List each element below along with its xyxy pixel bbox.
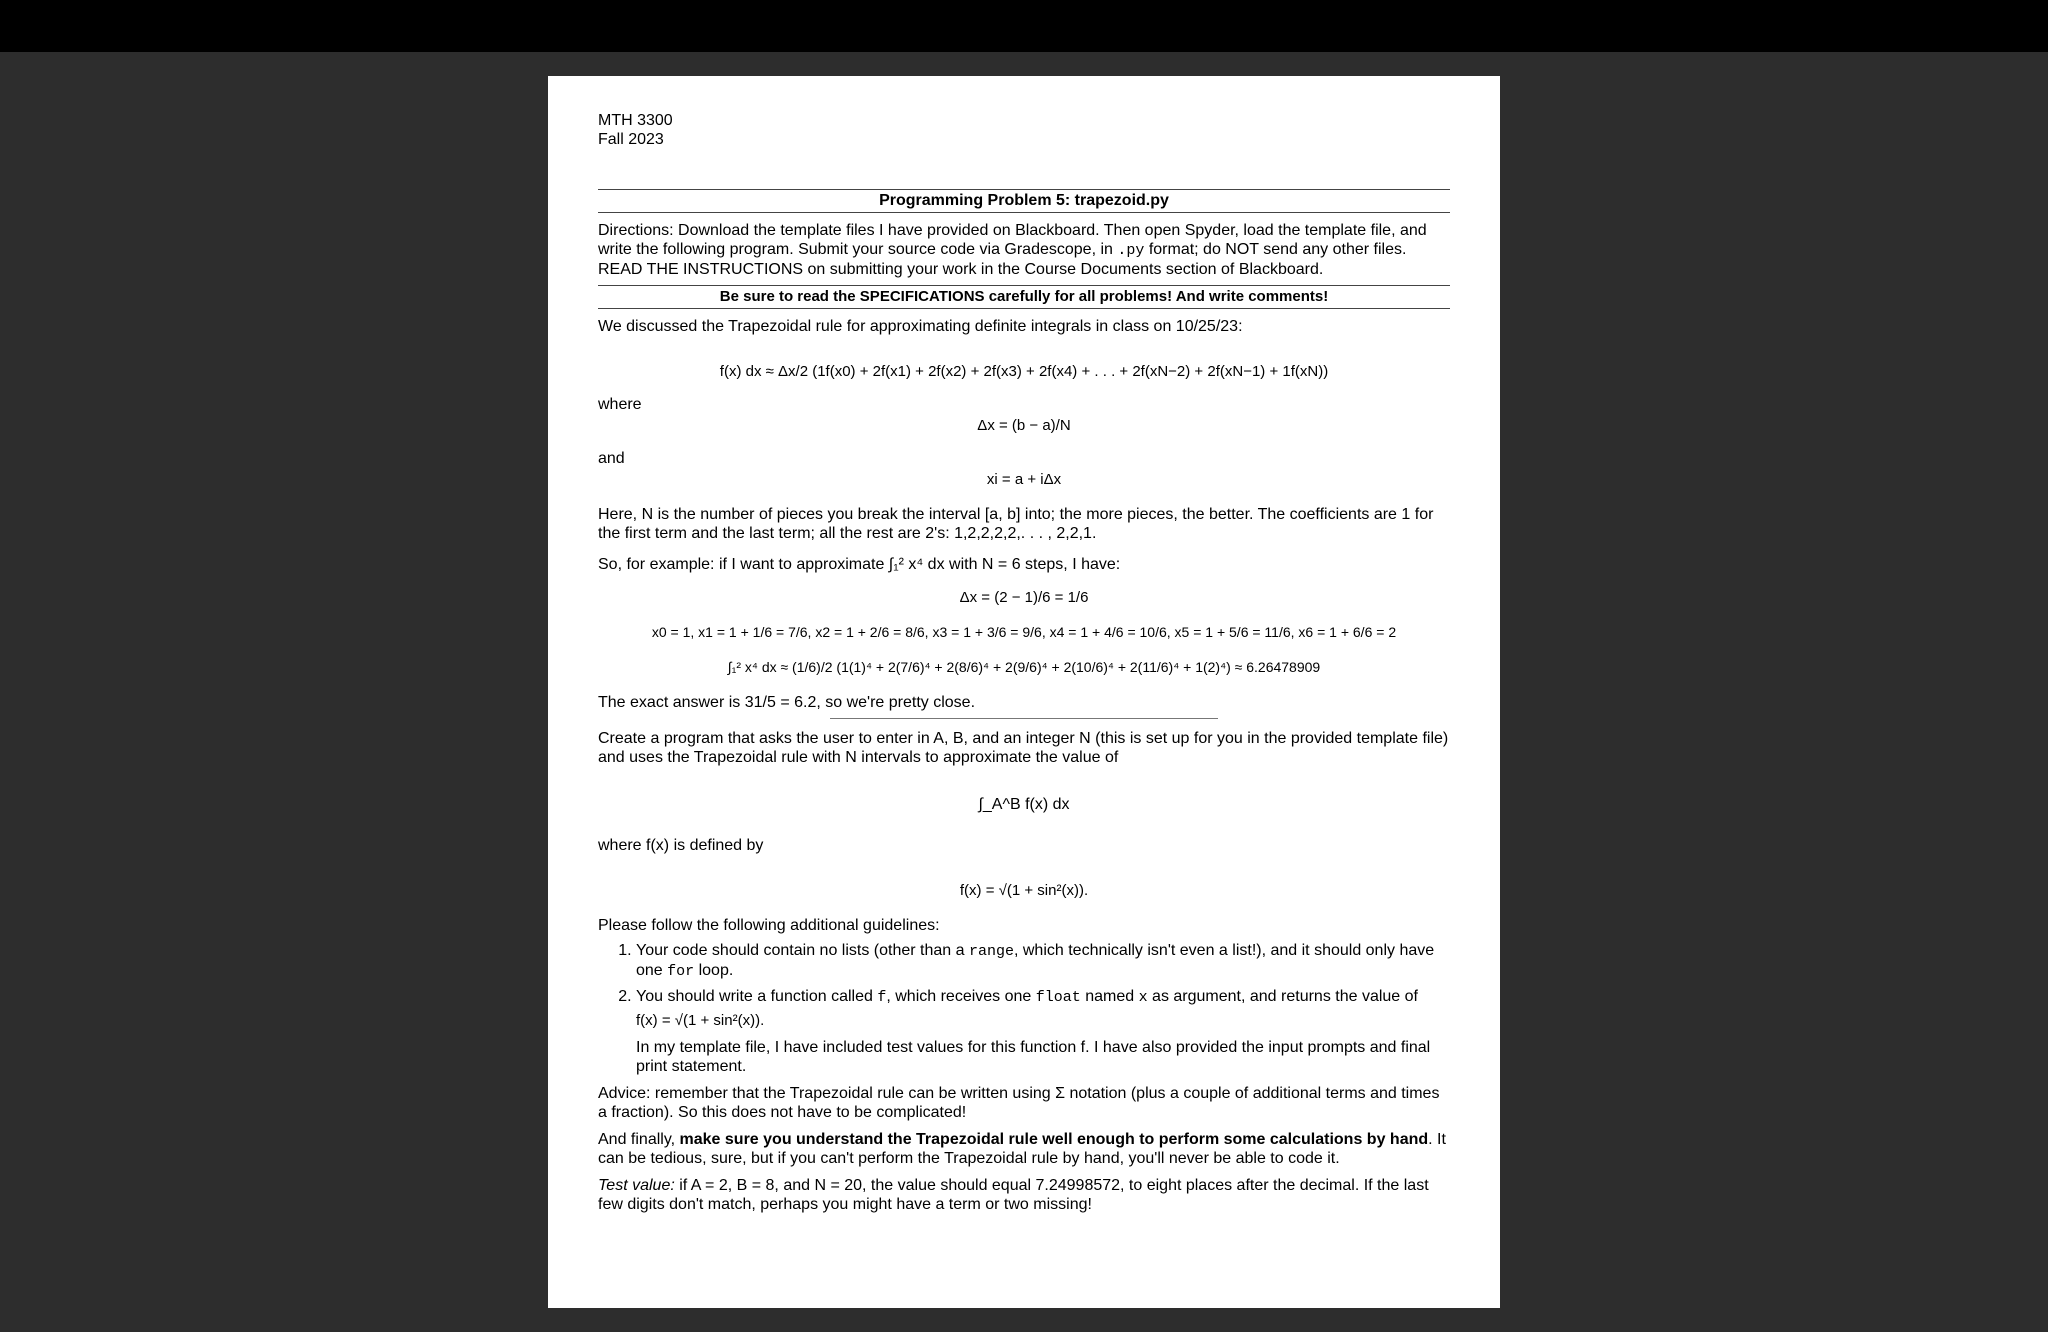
- header: [598, 111, 1450, 149]
- directions-text-1: Directions: Download the template files I have provided on Blackboard. Then open Spyder, load the template file, and write the following program. Submit your source code via Gradescope, in: [598, 222, 1427, 258]
- course-code: MTH 3300: [598, 112, 673, 129]
- g2-code-float: float: [1035, 989, 1081, 1006]
- create-paragraph: Create a program that asks the user to enter in A, B, and an integer N (this is set up for you in the provided template file) and uses the Trapezoidal rule with N intervals to approximate the value of: [598, 730, 1449, 766]
- directions: [598, 221, 1450, 279]
- page-content: [598, 111, 1450, 1214]
- finally-paragraph: [598, 1130, 1450, 1168]
- directions-code: .py: [1117, 242, 1145, 259]
- g2-code-f: f: [877, 989, 887, 1006]
- advice: Advice: remember that the Trapezoidal rule can be written using Σ notation (plus a couple of additional terms and times a fraction). So this does not have to be complicated!: [598, 1085, 1440, 1121]
- finally-text-b: . It can be tedious, sure, but if you can't perform the Trapezoidal rule by hand, you'll never be able to code it.: [598, 1131, 1446, 1167]
- example-paragraph: So, for example: if I want to approximate ∫₁² x⁴ dx with N = 6 steps, I have:: [598, 556, 1121, 573]
- where-f-label: where f(x) is defined by: [598, 837, 764, 854]
- term: Fall 2023: [598, 131, 664, 148]
- target-integral: ∫_A^B f(x) dx: [978, 796, 1070, 813]
- guideline-2: [636, 987, 1450, 1076]
- example-points: x0 = 1, x1 = 1 + 1/6 = 7/6, x2 = 1 + 2/6 = 8/6, x3 = 1 + 3/6 = 9/6, x4 = 1 + 4/6 = 10/6, x5 = 1 + 5/6 = 11/6, x6 = 1 + 6/6 = 2: [651, 624, 1397, 640]
- g2-text-d: as argument, and returns the value of: [1147, 988, 1418, 1005]
- and-row: [598, 449, 1450, 468]
- test-value: [598, 1176, 1450, 1214]
- g2-formula: f(x) = √(1 + sin²(x)).: [636, 1012, 765, 1029]
- here-paragraph: Here, N is the number of pieces you break the interval [a, b] into; the more pieces, the better. The coefficients are 1 for the first term and the last term; all the rest are 2's: 1,2,2,2,2,. . . , 2,2,1.: [598, 506, 1434, 542]
- exact-answer: The exact answer is 31/5 = 6.2, so we're pretty close.: [598, 694, 976, 711]
- finally-bold: make sure you understand the Trapezoidal rule well enough to perform some calculations by hand: [679, 1131, 1429, 1148]
- finally-text-a: And finally,: [598, 1131, 680, 1148]
- example-dx: Δx = (2 − 1)/6 = 1/6: [959, 589, 1089, 606]
- guidelines-intro: Please follow the following additional guidelines:: [598, 917, 940, 934]
- example-sum: ∫₁² x⁴ dx ≈ (1/6)/2 (1(1)⁴ + 2(7/6)⁴ + 2(8/6)⁴ + 2(9/6)⁴ + 2(10/6)⁴ + 2(11/6)⁴ + 1(2)⁴) ≈ 6.26478909: [727, 659, 1321, 675]
- separator: [830, 718, 1218, 719]
- where-row: [598, 395, 1450, 414]
- and-label: and: [598, 450, 625, 467]
- g1-code-for: for: [667, 963, 695, 980]
- banner: Be sure to read the SPECIFICATIONS carefully for all problems! And write comments!: [719, 288, 1329, 305]
- top-bar: [0, 0, 2048, 52]
- g2-code-x: x: [1138, 989, 1148, 1006]
- directions-text-2: format; do NOT send any other files. READ THE INSTRUCTIONS on submitting your work in the Course Documents section of Blackboard.: [598, 241, 1407, 278]
- xi-definition: xi = a + iΔx: [986, 471, 1062, 488]
- guideline-1: [636, 941, 1450, 981]
- guidelines-list: [598, 941, 1450, 1076]
- dx-definition: Δx = (b − a)/N: [977, 417, 1071, 434]
- intro: We discussed the Trapezoidal rule for approximating definite integrals in class on 10/25/23:: [598, 318, 1243, 335]
- g2-text-c: named: [1080, 988, 1139, 1005]
- g1-code-range: range: [968, 943, 1014, 960]
- banner-box: [598, 285, 1450, 309]
- title-box: [598, 189, 1450, 213]
- g1-text-a: Your code should contain no lists (other than a: [636, 942, 969, 959]
- where-label: where: [598, 396, 642, 413]
- f-definition: f(x) = √(1 + sin²(x)).: [959, 882, 1089, 899]
- g2-text-a: You should write a function called: [636, 988, 878, 1005]
- g2-text-b: , which receives one: [886, 988, 1036, 1005]
- page-title: Programming Problem 5: trapezoid.py: [879, 192, 1169, 209]
- g1-text-c: loop.: [694, 962, 734, 979]
- test-text: if A = 2, B = 8, and N = 20, the value should equal 7.24998572, to eight places after the decimal. If the last few digits don't match, perhaps you might have a term or two missing!: [598, 1177, 1429, 1213]
- test-label: Test value:: [598, 1177, 675, 1194]
- g1-text-b: , which technically isn't even a list!), and it should only have one: [636, 942, 1435, 979]
- g2-note: In my template file, I have included test values for this function f. I have also provided the input prompts and final print statement.: [636, 1039, 1431, 1075]
- document-page: [548, 76, 1500, 1308]
- main-formula: f(x) dx ≈ Δx/2 (1f(x0) + 2f(x1) + 2f(x2) + 2f(x3) + 2f(x4) + . . . + 2f(xN−2) + 2f(xN−1) + 1f(xN)): [719, 363, 1329, 380]
